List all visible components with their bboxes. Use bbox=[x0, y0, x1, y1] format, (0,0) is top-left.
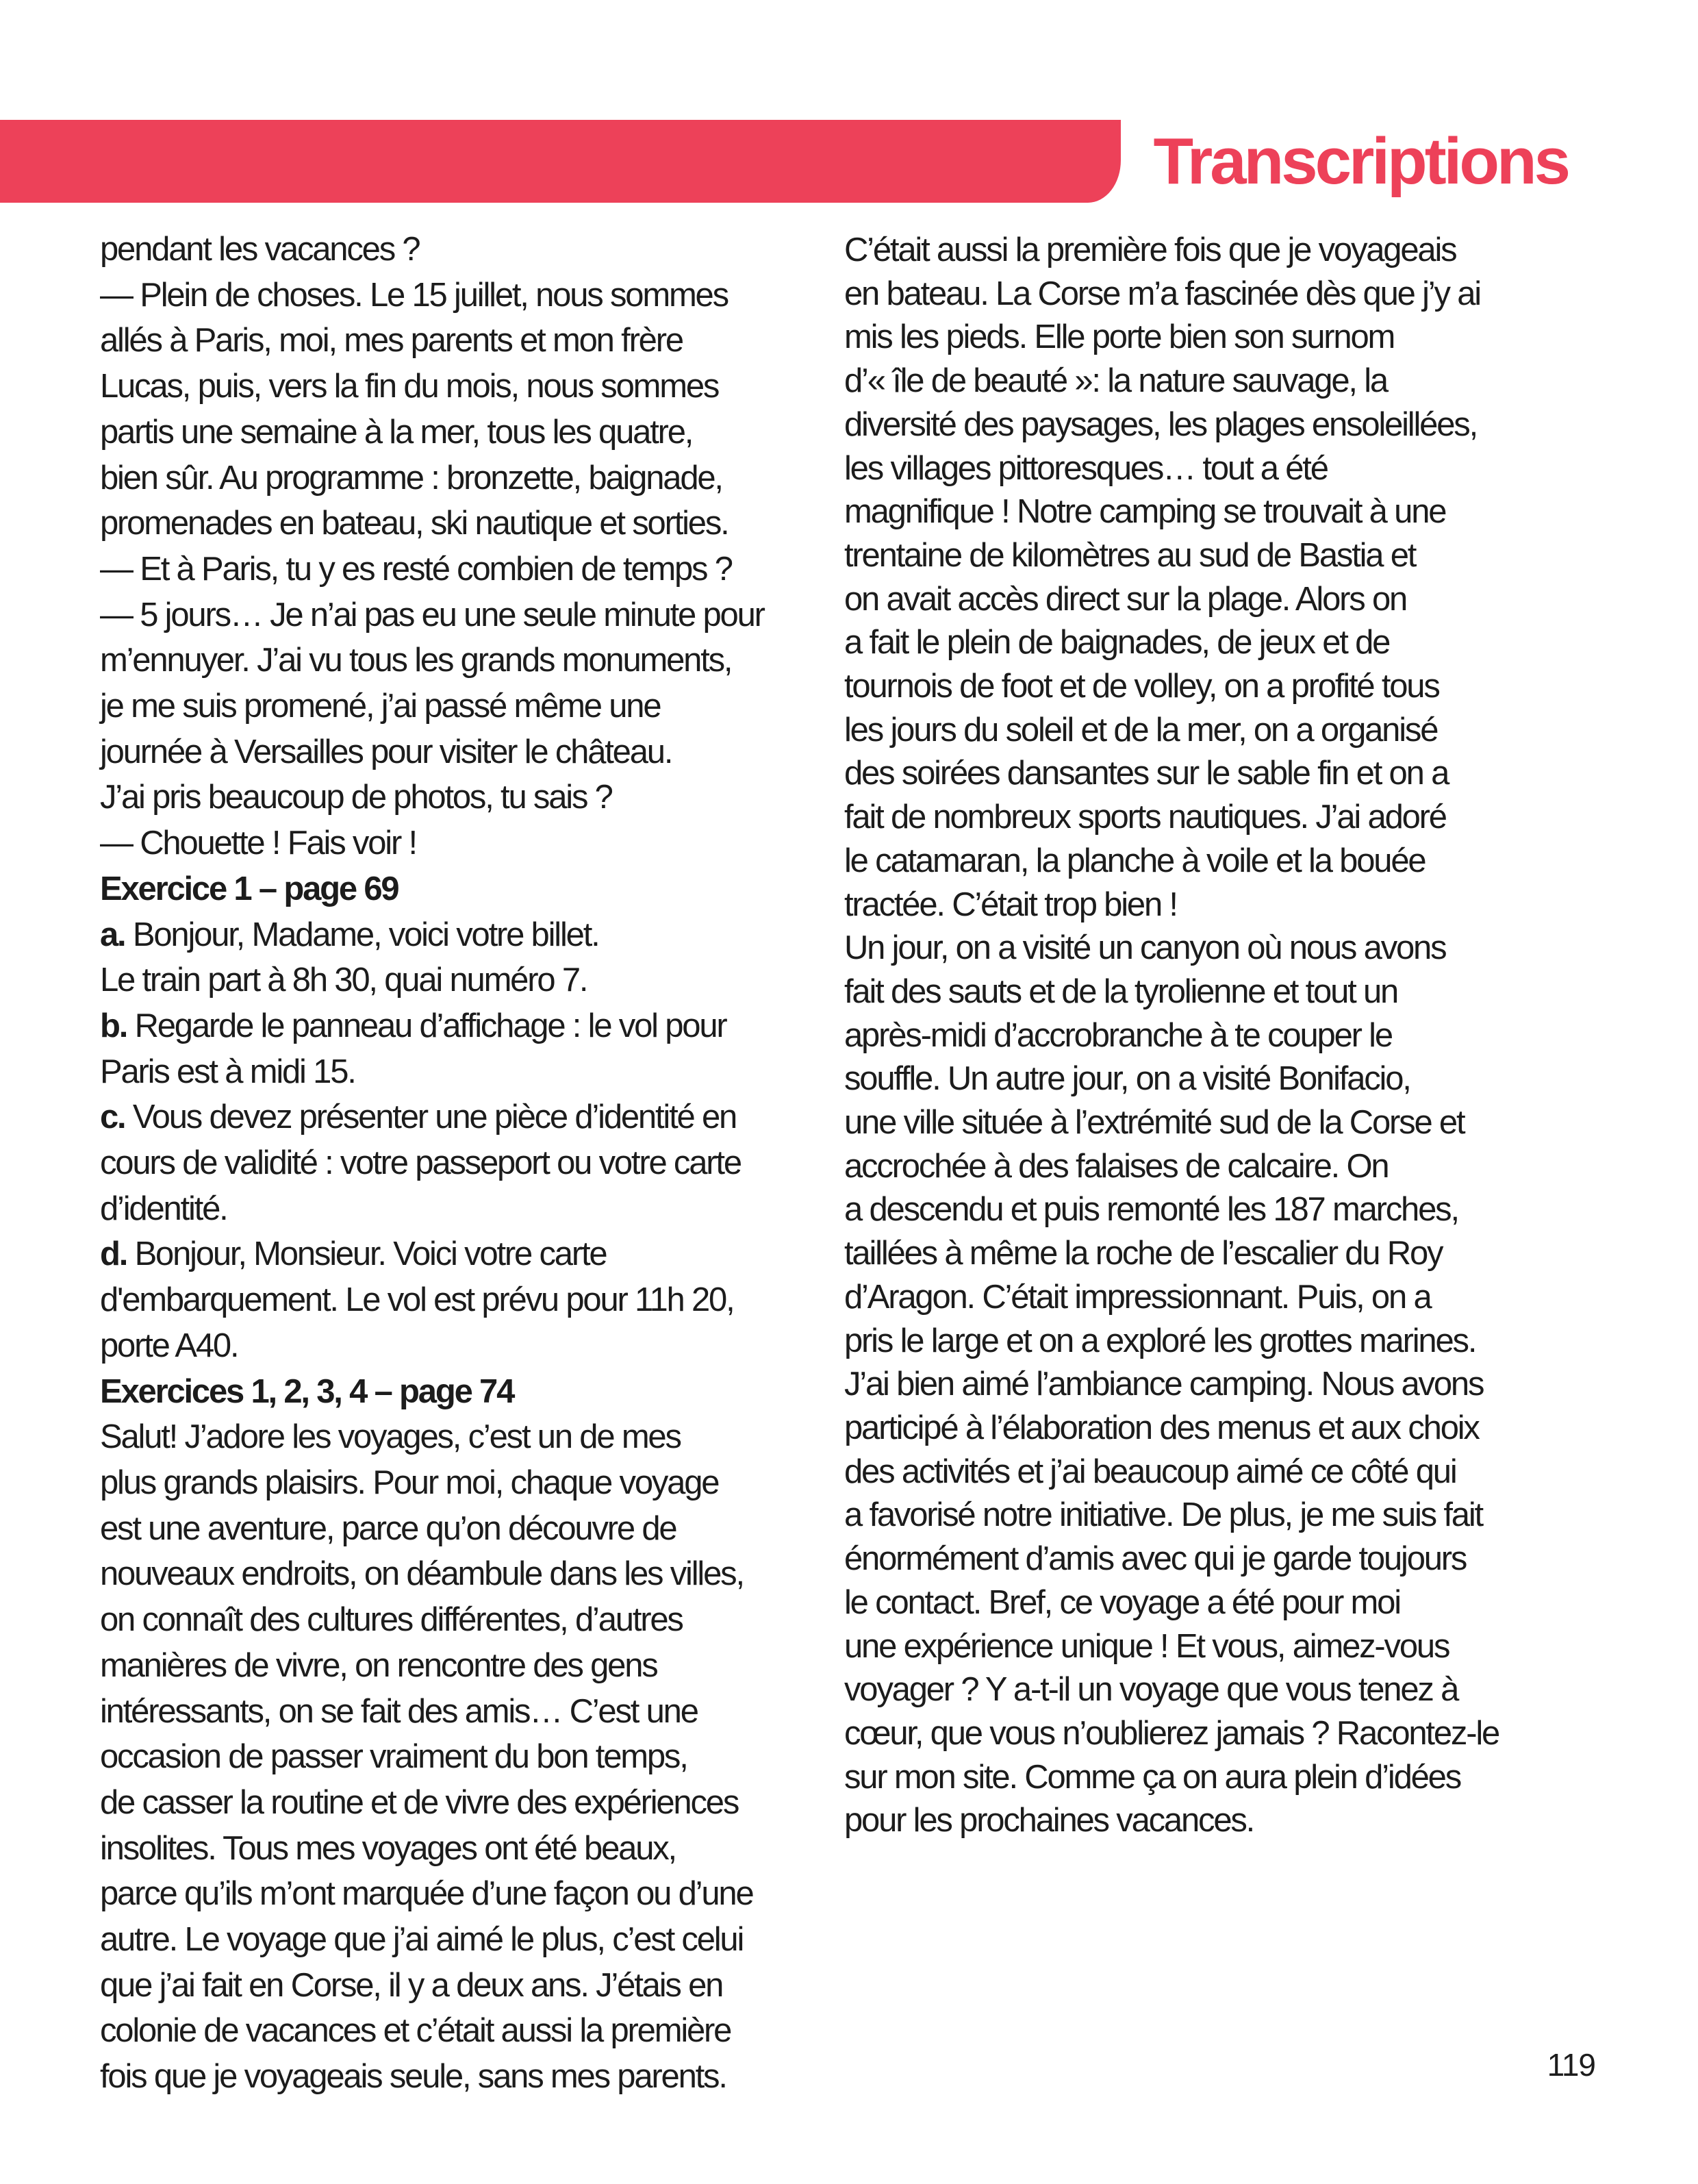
text-line: Paris est à midi 15. bbox=[100, 1053, 355, 1090]
text-line: tournois de foot et de volley, on a profité tous bbox=[844, 668, 1439, 705]
text-line: parce qu’ils m’ont marquée d’une façon ou d’une bbox=[100, 1875, 753, 1913]
text-line: Salut! J’adore les voyages, c’est un de mes bbox=[100, 1418, 681, 1456]
text-line: b. Regarde le panneau d’affichage : le vol pour bbox=[100, 1007, 726, 1044]
text-line: autre. Le voyage que j’ai aimé le plus, c’est celui bbox=[100, 1921, 744, 1959]
text-line: mis les pieds. Elle porte bien son surnom bbox=[844, 318, 1395, 356]
text-line: — Et à Paris, tu y es resté combien de temps ? bbox=[100, 550, 732, 588]
text-line: pris le large et on a exploré les grottes marines. bbox=[844, 1322, 1476, 1359]
text-line: en bateau. La Corse m’a fascinée dès que j’y ai bbox=[844, 275, 1480, 312]
text-line: J’ai bien aimé l’ambiance camping. Nous avons bbox=[844, 1366, 1484, 1403]
text-line: Lucas, puis, vers la fin du mois, nous sommes bbox=[100, 368, 719, 405]
text-line: après-midi d’accrobranche à te couper le bbox=[844, 1016, 1392, 1054]
text-line: journée à Versailles pour visiter le château. bbox=[100, 733, 672, 770]
text-line: C’était aussi la première fois que je voyageais bbox=[844, 231, 1456, 268]
text-line: des soirées dansantes sur le sable fin et on a bbox=[844, 755, 1449, 792]
text-line: magnifique ! Notre camping se trouvait à une bbox=[844, 493, 1446, 531]
text-line: fois que je voyageais seule, sans mes parents. bbox=[100, 2058, 726, 2096]
text-line: tractée. C’était trop bien ! bbox=[844, 886, 1177, 923]
text-line: cœur, que vous n’oublierez jamais ? Racontez-le bbox=[844, 1714, 1499, 1752]
text-line: cours de validité : votre passeport ou votre carte bbox=[100, 1144, 741, 1182]
text-line: — Chouette ! Fais voir ! bbox=[100, 825, 416, 862]
text-line: pendant les vacances ? bbox=[100, 231, 420, 268]
text-line: J’ai pris beaucoup de photos, tu sais ? bbox=[100, 779, 612, 816]
text-line: sur mon site. Comme ça on aura plein d’idées bbox=[844, 1758, 1461, 1796]
text-line: manières de vivre, on rencontre des gens bbox=[100, 1646, 657, 1684]
text-line: participé à l’élaboration des menus et aux choix bbox=[844, 1409, 1479, 1446]
text-line: de casser la routine et de vivre des expériences bbox=[100, 1783, 739, 1821]
text-line: — Plein de choses. Le 15 juillet, nous sommes bbox=[100, 276, 728, 314]
text-line: porte A40. bbox=[100, 1327, 238, 1364]
text-line: que j’ai fait en Corse, il y a deux ans. J’étais en bbox=[100, 1966, 723, 2004]
text-line: souffle. Un autre jour, on a visité Bonifacio, bbox=[844, 1060, 1410, 1098]
text-line: voyager ? Y a-t-il un voyage que vous tenez à bbox=[844, 1671, 1458, 1709]
text-line: trentaine de kilomètres au sud de Bastia et bbox=[844, 536, 1416, 574]
text-line: a fait le plein de baignades, de jeux et de bbox=[844, 624, 1390, 662]
text-line: insolites. Tous mes voyages ont été beaux, bbox=[100, 1829, 676, 1867]
text-line: accrochée à des falaises de calcaire. On bbox=[844, 1147, 1389, 1185]
text-line: d’« île de beauté »: la nature sauvage, la bbox=[844, 362, 1387, 400]
text-line: on connaît des cultures différentes, d’autres bbox=[100, 1601, 683, 1639]
text-line: Un jour, on a visité un canyon où nous avons bbox=[844, 929, 1446, 967]
text-line: une ville située à l’extrémité sud de la Corse et bbox=[844, 1104, 1465, 1142]
text-line: nouveaux endroits, on déambule dans les villes, bbox=[100, 1555, 744, 1593]
text-line: on avait accès direct sur la plage. Alors on bbox=[844, 580, 1407, 618]
text-line: m’ennuyer. J’ai vu tous les grands monuments, bbox=[100, 642, 732, 679]
text-line: d’Aragon. C’était impressionnant. Puis, on a bbox=[844, 1278, 1431, 1316]
text-line: Le train part à 8h 30, quai numéro 7. bbox=[100, 962, 587, 999]
text-line: est une aventure, parce qu’on découvre de bbox=[100, 1509, 676, 1547]
text-line: bien sûr. Au programme : bronzette, baignade, bbox=[100, 459, 722, 497]
text-line: Exercices 1, 2, 3, 4 – page 74 bbox=[100, 1372, 514, 1410]
text-line: diversité des paysages, les plages ensoleillées, bbox=[844, 405, 1477, 443]
text-line: partis une semaine à la mer, tous les quatre, bbox=[100, 413, 693, 451]
text-line: fait des sauts et de la tyrolienne et tout un bbox=[844, 972, 1398, 1010]
text-line: d'embarquement. Le vol est prévu pour 11h 20, bbox=[100, 1281, 734, 1319]
text-line: une expérience unique ! Et vous, aimez-vous bbox=[844, 1627, 1449, 1665]
text-line: taillées à même la roche de l’escalier du Roy bbox=[844, 1235, 1443, 1272]
text-line: le catamaran, la planche à voile et la bouée bbox=[844, 842, 1425, 879]
text-line: — 5 jours… Je n’ai pas eu une seule minute pour bbox=[100, 596, 764, 633]
text-line: je me suis promené, j’ai passé même une bbox=[100, 688, 661, 725]
text-line: occasion de passer vraiment du bon temps, bbox=[100, 1738, 687, 1776]
text-line: intéressants, on se fait des amis… C’est une bbox=[100, 1692, 698, 1730]
text-line: plus grands plaisirs. Pour moi, chaque voyage bbox=[100, 1464, 719, 1501]
text-line: colonie de vacances et c’était aussi la première bbox=[100, 2012, 731, 2050]
text-line: pour les prochaines vacances. bbox=[844, 1802, 1254, 1840]
text-line: promenades en bateau, ski nautique et sorties. bbox=[100, 505, 728, 542]
right-column bbox=[844, 229, 1499, 1843]
left-column bbox=[100, 227, 764, 2100]
text-line: énormément d’amis avec qui je garde toujours bbox=[844, 1540, 1467, 1578]
text-line: le contact. Bref, ce voyage a été pour moi bbox=[844, 1583, 1400, 1621]
text-line: d. Bonjour, Monsieur. Voici votre carte bbox=[100, 1235, 607, 1273]
text-line: allés à Paris, moi, mes parents et mon frère bbox=[100, 322, 683, 360]
page-number: 119 bbox=[1547, 2047, 1595, 2083]
text-line: les villages pittoresques… tout a été bbox=[844, 449, 1328, 487]
text-line: fait de nombreux sports nautiques. J’ai adoré bbox=[844, 799, 1446, 836]
text-line: a descendu et puis remonté les 187 marches, bbox=[844, 1191, 1458, 1229]
text-line: d’identité. bbox=[100, 1190, 227, 1227]
header-banner bbox=[0, 120, 1121, 203]
text-line: c. Vous devez présenter une pièce d’identité en bbox=[100, 1099, 737, 1136]
text-line: a favorisé notre initiative. De plus, je me suis fait bbox=[844, 1496, 1482, 1534]
page-title: Transcriptions bbox=[1153, 125, 1568, 198]
text-line: des activités et j’ai beaucoup aimé ce côté qui bbox=[844, 1453, 1456, 1490]
text-line: Exercice 1 – page 69 bbox=[100, 870, 398, 907]
text-line: les jours du soleil et de la mer, on a organisé bbox=[844, 711, 1438, 749]
text-line: a. Bonjour, Madame, voici votre billet. bbox=[100, 916, 599, 953]
